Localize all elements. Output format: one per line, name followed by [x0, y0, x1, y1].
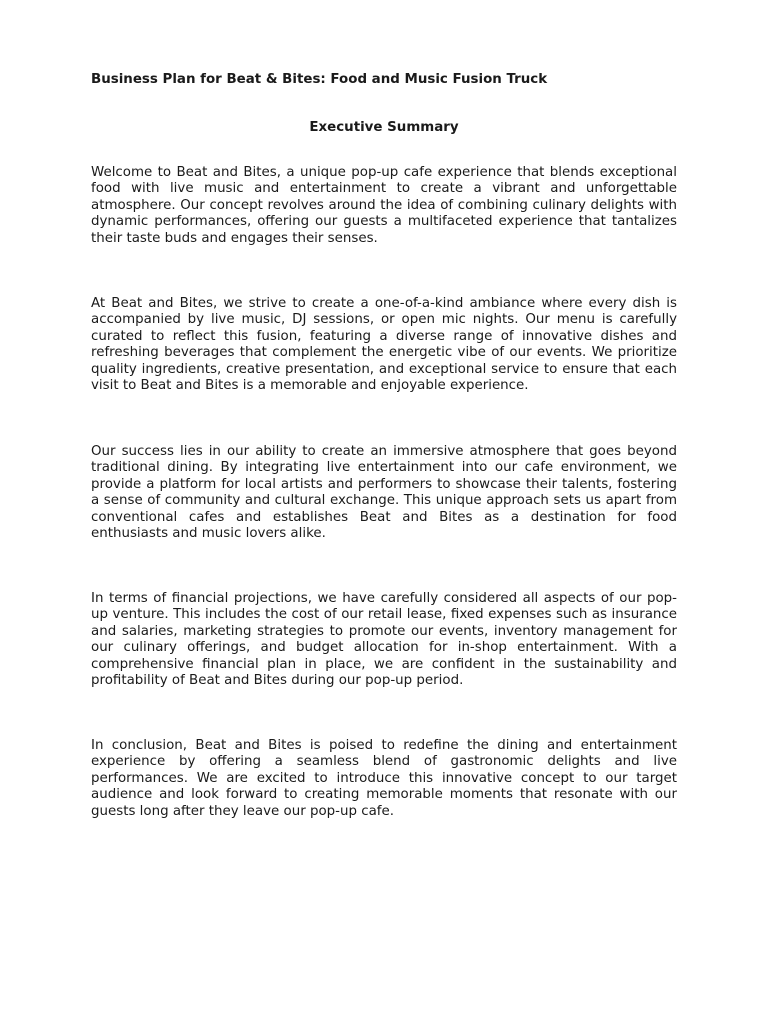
paragraph-conclusion: In conclusion, Beat and Bites is poised to redefine the dining and entertainment experience by offering a seamless blend of gastronomic delights and live performances. We are excited to introduce this innovative concept to our target audience and look forward to creating memorable moments that resonate with our guests long after they leave our pop-up cafe.	[91, 738, 677, 819]
section-heading: Executive Summary	[309, 120, 459, 135]
paragraph-success: Our success lies in our ability to create an immersive atmosphere that goes beyond traditional dining. By integrating live entertainment into our cafe environment, we provide a platform for local artists and performers to showcase their talents, fostering a sense of community and cultural exchange. This unique approach sets us apart from conventional cafes and establishes Beat and Bites as a destination for food enthusiasts and music lovers alike.	[91, 444, 677, 542]
paragraph-introduction: Welcome to Beat and Bites, a unique pop-up cafe experience that blends exceptional food with live music and entertainment to create a vibrant and unforgettable atmosphere. Our concept revolves around the idea of combining culinary delights with dynamic performances, offering our guests a multifaceted experience that tantalizes their taste buds and engages their senses.	[91, 165, 677, 246]
paragraph-financial: In terms of financial projections, we have carefully considered all aspects of our pop-up venture. This includes the cost of our retail lease, fixed expenses such as insurance and salaries, marketing strategies to promote our events, inventory management for our culinary offerings, and budget allocation for in-shop entertainment. With a comprehensive financial plan in place, we are confident in the sustainability and profitability of Beat and Bites during our pop-up period.	[91, 591, 677, 689]
paragraph-ambiance: At Beat and Bites, we strive to create a one-of-a-kind ambiance where every dish is accompanied by live music, DJ sessions, or open mic nights. Our menu is carefully curated to reflect this fusion, featuring a diverse range of innovative dishes and refreshing beverages that complement the energetic vibe of our events. We prioritize quality ingredients, creative presentation, and exceptional service to ensure that each visit to Beat and Bites is a memorable and enjoyable experience.	[91, 296, 677, 394]
document-title: Business Plan for Beat & Bites: Food and Music Fusion Truck	[91, 72, 548, 87]
